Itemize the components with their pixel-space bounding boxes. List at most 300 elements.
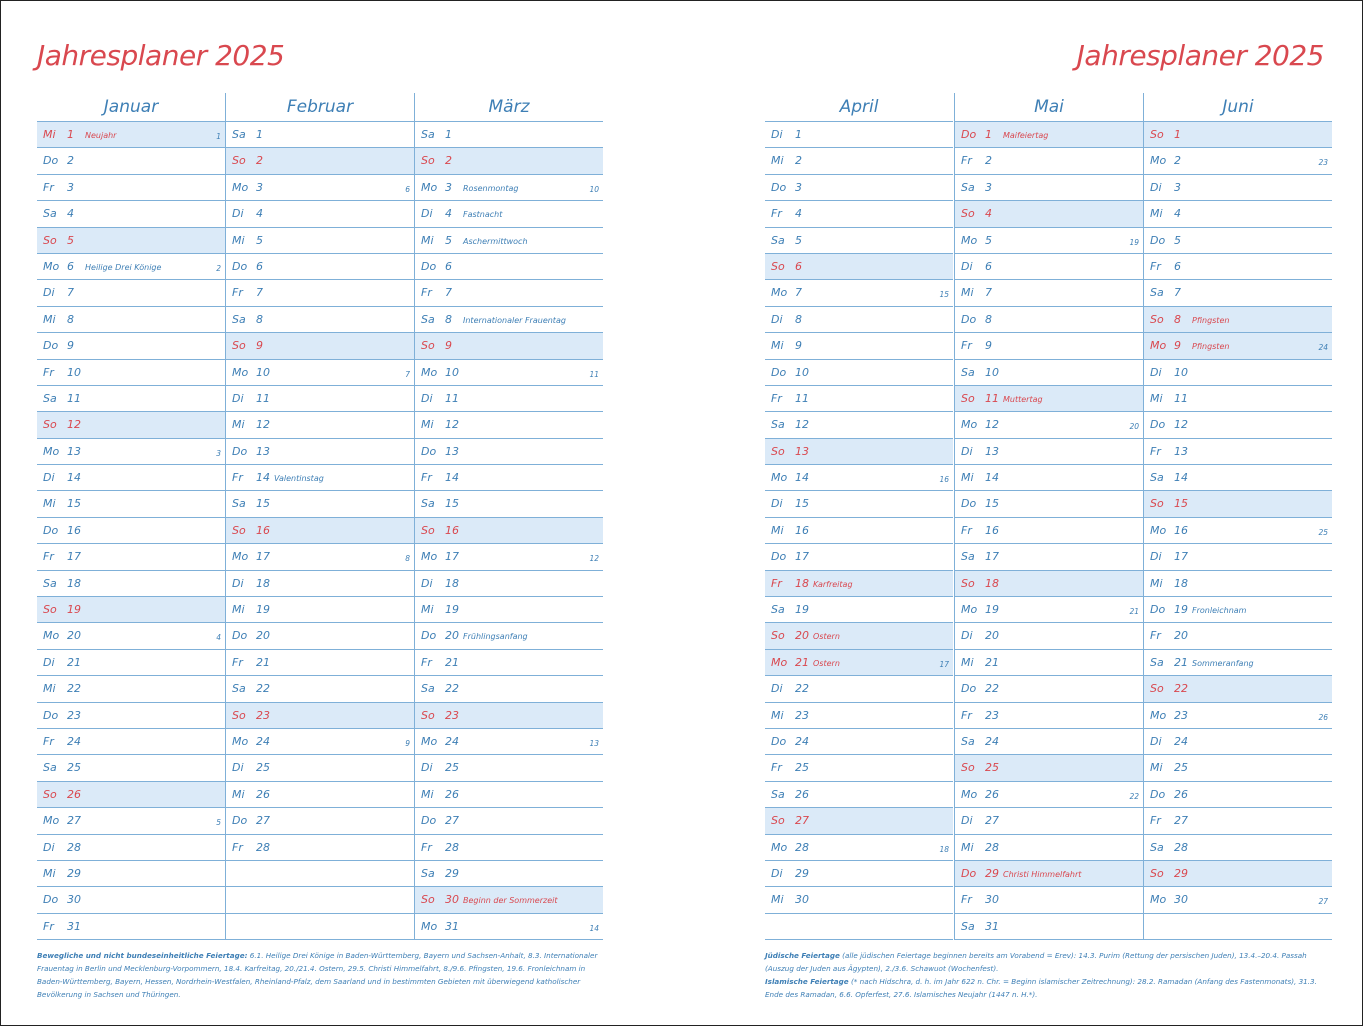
day-number: 5: [1174, 233, 1181, 247]
weekday-label: Sa: [1150, 286, 1164, 300]
weekday-label: So: [232, 339, 246, 353]
weekday-label: So: [43, 787, 57, 801]
day-row[interactable]: [415, 254, 603, 280]
day-row[interactable]: [1144, 914, 1332, 940]
event-label: Fronleichnam: [1192, 606, 1247, 616]
day-row[interactable]: [765, 465, 953, 491]
day-row[interactable]: [37, 544, 225, 570]
day-row[interactable]: [37, 175, 225, 201]
day-number: 17: [795, 550, 809, 564]
day-row[interactable]: [226, 571, 414, 597]
day-row[interactable]: [415, 228, 603, 254]
day-row[interactable]: [37, 360, 225, 386]
weekday-label: Do: [1150, 787, 1166, 801]
day-row[interactable]: [226, 122, 414, 148]
day-row[interactable]: [37, 148, 225, 174]
weekday-label: Fr: [771, 576, 782, 590]
weekday-label: Mi: [421, 787, 434, 801]
day-row[interactable]: [37, 597, 225, 623]
day-row[interactable]: [765, 676, 953, 702]
event-label: Valentinstag: [274, 474, 324, 484]
day-row[interactable]: [226, 650, 414, 676]
day-number: 23: [985, 708, 999, 722]
day-row[interactable]: [415, 465, 603, 491]
day-row[interactable]: [226, 755, 414, 781]
day-row[interactable]: [415, 571, 603, 597]
day-row[interactable]: [226, 280, 414, 306]
day-row[interactable]: [765, 386, 953, 412]
day-number: 30: [445, 893, 459, 907]
day-row[interactable]: [765, 544, 953, 570]
weekday-label: Fr: [232, 655, 243, 669]
day-row[interactable]: [1144, 861, 1332, 887]
day-row[interactable]: [955, 676, 1143, 702]
weekday-label: Mo: [43, 444, 60, 458]
day-number: 26: [67, 787, 81, 801]
weekday-label: Mi: [771, 154, 784, 168]
day-number: 8: [67, 312, 74, 326]
day-row[interactable]: [37, 333, 225, 359]
day-row[interactable]: [1144, 412, 1332, 438]
day-row[interactable]: [1144, 465, 1332, 491]
day-row[interactable]: [415, 307, 603, 333]
weekday-label: Mi: [961, 471, 974, 485]
day-row[interactable]: [955, 650, 1143, 676]
day-row[interactable]: [955, 887, 1143, 913]
day-row[interactable]: [1144, 571, 1332, 597]
day-row[interactable]: [37, 914, 225, 940]
day-row[interactable]: [1144, 755, 1332, 781]
day-number: 8: [795, 312, 802, 326]
day-number: 24: [985, 734, 999, 748]
day-row[interactable]: [765, 148, 953, 174]
day-number: 2: [256, 154, 263, 168]
weekday-label: Mi: [421, 603, 434, 617]
day-row[interactable]: [37, 518, 225, 544]
day-row[interactable]: [1144, 835, 1332, 861]
day-row[interactable]: [226, 729, 414, 755]
day-row[interactable]: [1144, 808, 1332, 834]
day-row[interactable]: [37, 861, 225, 887]
weekday-label: Sa: [961, 550, 975, 564]
event-label: Neujahr: [85, 131, 117, 140]
day-number: 31: [445, 919, 459, 933]
day-row[interactable]: [37, 307, 225, 333]
day-number: 29: [985, 866, 999, 880]
day-number: 12: [1174, 418, 1188, 432]
day-number: 29: [795, 866, 809, 880]
weekday-label: Di: [421, 207, 433, 221]
day-row[interactable]: [415, 597, 603, 623]
weekday-label: So: [1150, 128, 1164, 141]
month-column-0: [37, 93, 225, 940]
day-row[interactable]: [955, 808, 1143, 834]
day-row[interactable]: [226, 597, 414, 623]
day-row[interactable]: [765, 412, 953, 438]
day-row[interactable]: [226, 386, 414, 412]
event-label: Sommeranfang: [1192, 658, 1254, 668]
day-row[interactable]: [955, 333, 1143, 359]
day-row[interactable]: [765, 333, 953, 359]
day-row[interactable]: [415, 491, 603, 517]
day-row[interactable]: [1144, 201, 1332, 227]
day-row[interactable]: [226, 808, 414, 834]
day-number: 7: [1174, 286, 1181, 300]
day-row[interactable]: [37, 623, 225, 649]
event-label: Aschermittwoch: [463, 236, 528, 246]
day-row[interactable]: [37, 439, 225, 465]
day-row[interactable]: [955, 439, 1143, 465]
day-row[interactable]: [226, 518, 414, 544]
day-row[interactable]: [226, 887, 414, 913]
weekday-label: Do: [43, 339, 59, 353]
weekday-label: Mo: [232, 550, 249, 564]
day-row[interactable]: [1144, 122, 1332, 148]
day-list: [37, 122, 225, 940]
day-row[interactable]: [765, 201, 953, 227]
day-row[interactable]: [37, 755, 225, 781]
day-number: 24: [1174, 734, 1188, 748]
day-row[interactable]: [226, 491, 414, 517]
weekday-label: So: [421, 893, 435, 907]
day-number: 18: [67, 576, 81, 590]
day-row[interactable]: [226, 914, 414, 940]
day-number: 24: [67, 734, 81, 748]
day-row[interactable]: [226, 333, 414, 359]
weekday-label: Di: [232, 761, 244, 775]
event-label: Heilige Drei Könige: [85, 262, 162, 272]
week-number: 10: [589, 184, 599, 194]
day-list: [765, 122, 953, 940]
day-row[interactable]: [765, 597, 953, 623]
day-row[interactable]: [955, 175, 1143, 201]
day-number: 16: [795, 523, 809, 537]
day-number: 21: [445, 655, 459, 669]
day-row[interactable]: [37, 412, 225, 438]
day-row[interactable]: [415, 518, 603, 544]
weekday-label: Sa: [961, 180, 975, 194]
day-row[interactable]: [765, 254, 953, 280]
day-row[interactable]: [415, 623, 603, 649]
day-number: 6: [256, 259, 263, 273]
day-row[interactable]: [765, 280, 953, 306]
day-row[interactable]: [765, 175, 953, 201]
day-row[interactable]: [1144, 333, 1332, 359]
day-row[interactable]: [226, 228, 414, 254]
week-number: 4: [216, 633, 221, 643]
day-row[interactable]: [37, 122, 225, 148]
day-row[interactable]: [1144, 729, 1332, 755]
day-number: 2: [445, 154, 452, 168]
day-row[interactable]: [415, 835, 603, 861]
day-row[interactable]: [955, 914, 1143, 940]
day-row[interactable]: [765, 439, 953, 465]
day-row[interactable]: [955, 254, 1143, 280]
day-row[interactable]: [1144, 148, 1332, 174]
day-row[interactable]: [415, 887, 603, 913]
day-number: 6: [445, 259, 452, 273]
day-row[interactable]: [765, 571, 953, 597]
day-row[interactable]: [955, 518, 1143, 544]
day-row[interactable]: [226, 201, 414, 227]
day-row[interactable]: [1144, 491, 1332, 517]
day-row[interactable]: [955, 729, 1143, 755]
day-list: [1144, 122, 1332, 940]
weekday-label: Sa: [43, 761, 57, 775]
day-row[interactable]: [1144, 228, 1332, 254]
week-number: 2: [216, 263, 221, 273]
day-number: 20: [1174, 629, 1188, 643]
weekday-label: Mo: [771, 471, 788, 485]
day-row[interactable]: [415, 122, 603, 148]
day-row[interactable]: [415, 201, 603, 227]
day-row[interactable]: [37, 386, 225, 412]
day-row[interactable]: [37, 729, 225, 755]
day-row[interactable]: [955, 412, 1143, 438]
day-row[interactable]: [415, 333, 603, 359]
day-row[interactable]: [955, 122, 1143, 148]
weekday-label: Do: [232, 444, 248, 458]
day-number: 9: [445, 339, 452, 353]
weekday-label: Mi: [43, 497, 56, 511]
day-row[interactable]: [226, 861, 414, 887]
day-row[interactable]: [226, 835, 414, 861]
weekday-label: Di: [232, 576, 244, 590]
weekday-label: Fr: [421, 840, 432, 854]
day-number: 25: [1174, 761, 1188, 775]
day-row[interactable]: [765, 228, 953, 254]
day-row[interactable]: [765, 518, 953, 544]
day-number: 28: [445, 840, 459, 854]
weekday-label: So: [421, 523, 435, 537]
day-row[interactable]: [1144, 175, 1332, 201]
day-row[interactable]: [765, 491, 953, 517]
day-row[interactable]: [226, 623, 414, 649]
day-row[interactable]: [955, 703, 1143, 729]
day-number: 6: [1174, 259, 1181, 273]
day-row[interactable]: [415, 386, 603, 412]
day-row[interactable]: [226, 439, 414, 465]
day-row[interactable]: [226, 254, 414, 280]
day-row[interactable]: [765, 755, 953, 781]
day-row[interactable]: [1144, 439, 1332, 465]
day-row[interactable]: [37, 201, 225, 227]
day-row[interactable]: [37, 650, 225, 676]
day-number: 12: [985, 418, 999, 432]
day-row[interactable]: [1144, 386, 1332, 412]
day-row[interactable]: [765, 914, 953, 940]
day-row[interactable]: [37, 491, 225, 517]
day-row[interactable]: [955, 491, 1143, 517]
day-number: 23: [1174, 708, 1188, 722]
day-row[interactable]: [765, 729, 953, 755]
day-number: 3: [795, 180, 802, 194]
weekday-label: Di: [421, 761, 433, 775]
day-number: 31: [67, 919, 81, 933]
day-number: 28: [795, 840, 809, 854]
day-number: 10: [985, 365, 999, 379]
weekday-label: So: [1150, 497, 1164, 511]
day-row[interactable]: [765, 122, 953, 148]
day-row[interactable]: [1144, 623, 1332, 649]
day-row[interactable]: [415, 703, 603, 729]
day-row[interactable]: [226, 782, 414, 808]
day-number: 16: [67, 523, 81, 537]
day-row[interactable]: [765, 782, 953, 808]
day-row[interactable]: [415, 914, 603, 940]
day-row[interactable]: [37, 676, 225, 702]
day-number: 8: [985, 312, 992, 326]
month-name: Februar: [226, 93, 414, 122]
weekday-label: Sa: [421, 497, 435, 511]
day-row[interactable]: [415, 676, 603, 702]
day-number: 24: [256, 734, 270, 748]
day-row[interactable]: [955, 307, 1143, 333]
day-row[interactable]: [415, 148, 603, 174]
weekday-label: Do: [232, 629, 248, 643]
day-row[interactable]: [1144, 544, 1332, 570]
day-row[interactable]: [1144, 518, 1332, 544]
day-row[interactable]: [1144, 703, 1332, 729]
day-row[interactable]: [765, 360, 953, 386]
day-row[interactable]: [955, 201, 1143, 227]
day-row[interactable]: [415, 544, 603, 570]
day-number: 14: [67, 471, 81, 485]
day-row[interactable]: [1144, 650, 1332, 676]
day-row[interactable]: [415, 412, 603, 438]
day-row[interactable]: [415, 360, 603, 386]
day-row[interactable]: [955, 148, 1143, 174]
weekday-label: Fr: [961, 708, 972, 722]
day-number: 24: [445, 734, 459, 748]
day-row[interactable]: [226, 307, 414, 333]
day-row[interactable]: [955, 386, 1143, 412]
day-row[interactable]: [37, 808, 225, 834]
footnote-left-label: Bewegliche und nicht bundeseinheitliche Feiertage:: [37, 951, 248, 960]
day-number: 7: [256, 286, 263, 300]
day-number: 5: [256, 233, 263, 247]
day-row[interactable]: [37, 280, 225, 306]
day-row[interactable]: [415, 808, 603, 834]
day-number: 17: [445, 550, 459, 564]
day-row[interactable]: [226, 148, 414, 174]
day-row[interactable]: [226, 175, 414, 201]
day-row[interactable]: [955, 280, 1143, 306]
day-row[interactable]: [765, 650, 953, 676]
day-row[interactable]: [1144, 307, 1332, 333]
weekday-label: Di: [771, 497, 783, 511]
weekday-label: Fr: [771, 207, 782, 221]
day-number: 29: [445, 866, 459, 880]
day-row[interactable]: [37, 782, 225, 808]
weekday-label: Do: [232, 259, 248, 273]
event-label: Pfingsten: [1192, 342, 1230, 352]
day-row[interactable]: [955, 861, 1143, 887]
day-row[interactable]: [955, 835, 1143, 861]
day-row[interactable]: [955, 755, 1143, 781]
weekday-label: So: [961, 576, 975, 590]
event-label: Beginn der Sommerzeit: [463, 896, 558, 906]
footnote-left: [37, 949, 609, 1001]
event-label: Ostern: [813, 632, 840, 642]
day-row[interactable]: [765, 887, 953, 913]
day-row[interactable]: [37, 465, 225, 491]
day-row[interactable]: [37, 835, 225, 861]
day-row[interactable]: [1144, 887, 1332, 913]
weekday-label: So: [232, 523, 246, 537]
day-row[interactable]: [955, 360, 1143, 386]
day-row[interactable]: [1144, 280, 1332, 306]
day-row[interactable]: [955, 465, 1143, 491]
day-row[interactable]: [415, 650, 603, 676]
weekday-label: Di: [771, 128, 783, 141]
day-row[interactable]: [226, 544, 414, 570]
day-row[interactable]: [415, 861, 603, 887]
day-row[interactable]: [765, 835, 953, 861]
day-row[interactable]: [955, 544, 1143, 570]
day-number: 10: [67, 365, 81, 379]
day-number: 28: [67, 840, 81, 854]
day-row[interactable]: [415, 175, 603, 201]
day-number: 17: [67, 550, 81, 564]
day-number: 15: [445, 497, 459, 511]
day-number: 12: [256, 418, 270, 432]
day-row[interactable]: [415, 729, 603, 755]
day-row[interactable]: [765, 623, 953, 649]
day-row[interactable]: [955, 623, 1143, 649]
day-row[interactable]: [226, 465, 414, 491]
day-row[interactable]: [1144, 782, 1332, 808]
day-row[interactable]: [415, 755, 603, 781]
weekday-label: Fr: [961, 523, 972, 537]
day-row[interactable]: [415, 782, 603, 808]
day-row[interactable]: [226, 703, 414, 729]
day-number: 18: [256, 576, 270, 590]
day-number: 4: [1174, 207, 1181, 221]
day-row[interactable]: [765, 307, 953, 333]
day-number: 17: [1174, 550, 1188, 564]
day-row[interactable]: [37, 254, 225, 280]
day-row[interactable]: [226, 360, 414, 386]
day-row[interactable]: [415, 439, 603, 465]
day-row[interactable]: [765, 808, 953, 834]
weekday-label: So: [771, 629, 785, 643]
day-row[interactable]: [955, 782, 1143, 808]
day-number: 17: [985, 550, 999, 564]
day-row[interactable]: [955, 228, 1143, 254]
day-row[interactable]: [37, 228, 225, 254]
day-row[interactable]: [415, 280, 603, 306]
day-row[interactable]: [226, 412, 414, 438]
day-row[interactable]: [226, 676, 414, 702]
day-row[interactable]: [955, 597, 1143, 623]
day-number: 5: [795, 233, 802, 247]
day-row[interactable]: [37, 887, 225, 913]
day-row[interactable]: [37, 703, 225, 729]
day-row[interactable]: [1144, 360, 1332, 386]
day-row[interactable]: [1144, 254, 1332, 280]
day-row[interactable]: [37, 571, 225, 597]
day-number: 25: [256, 761, 270, 775]
day-row[interactable]: [765, 703, 953, 729]
day-row[interactable]: [1144, 676, 1332, 702]
weekday-label: Fr: [771, 391, 782, 405]
day-row[interactable]: [955, 571, 1143, 597]
month-name: März: [415, 93, 603, 122]
day-row[interactable]: [765, 861, 953, 887]
weekday-label: Sa: [43, 576, 57, 590]
day-row[interactable]: [1144, 597, 1332, 623]
